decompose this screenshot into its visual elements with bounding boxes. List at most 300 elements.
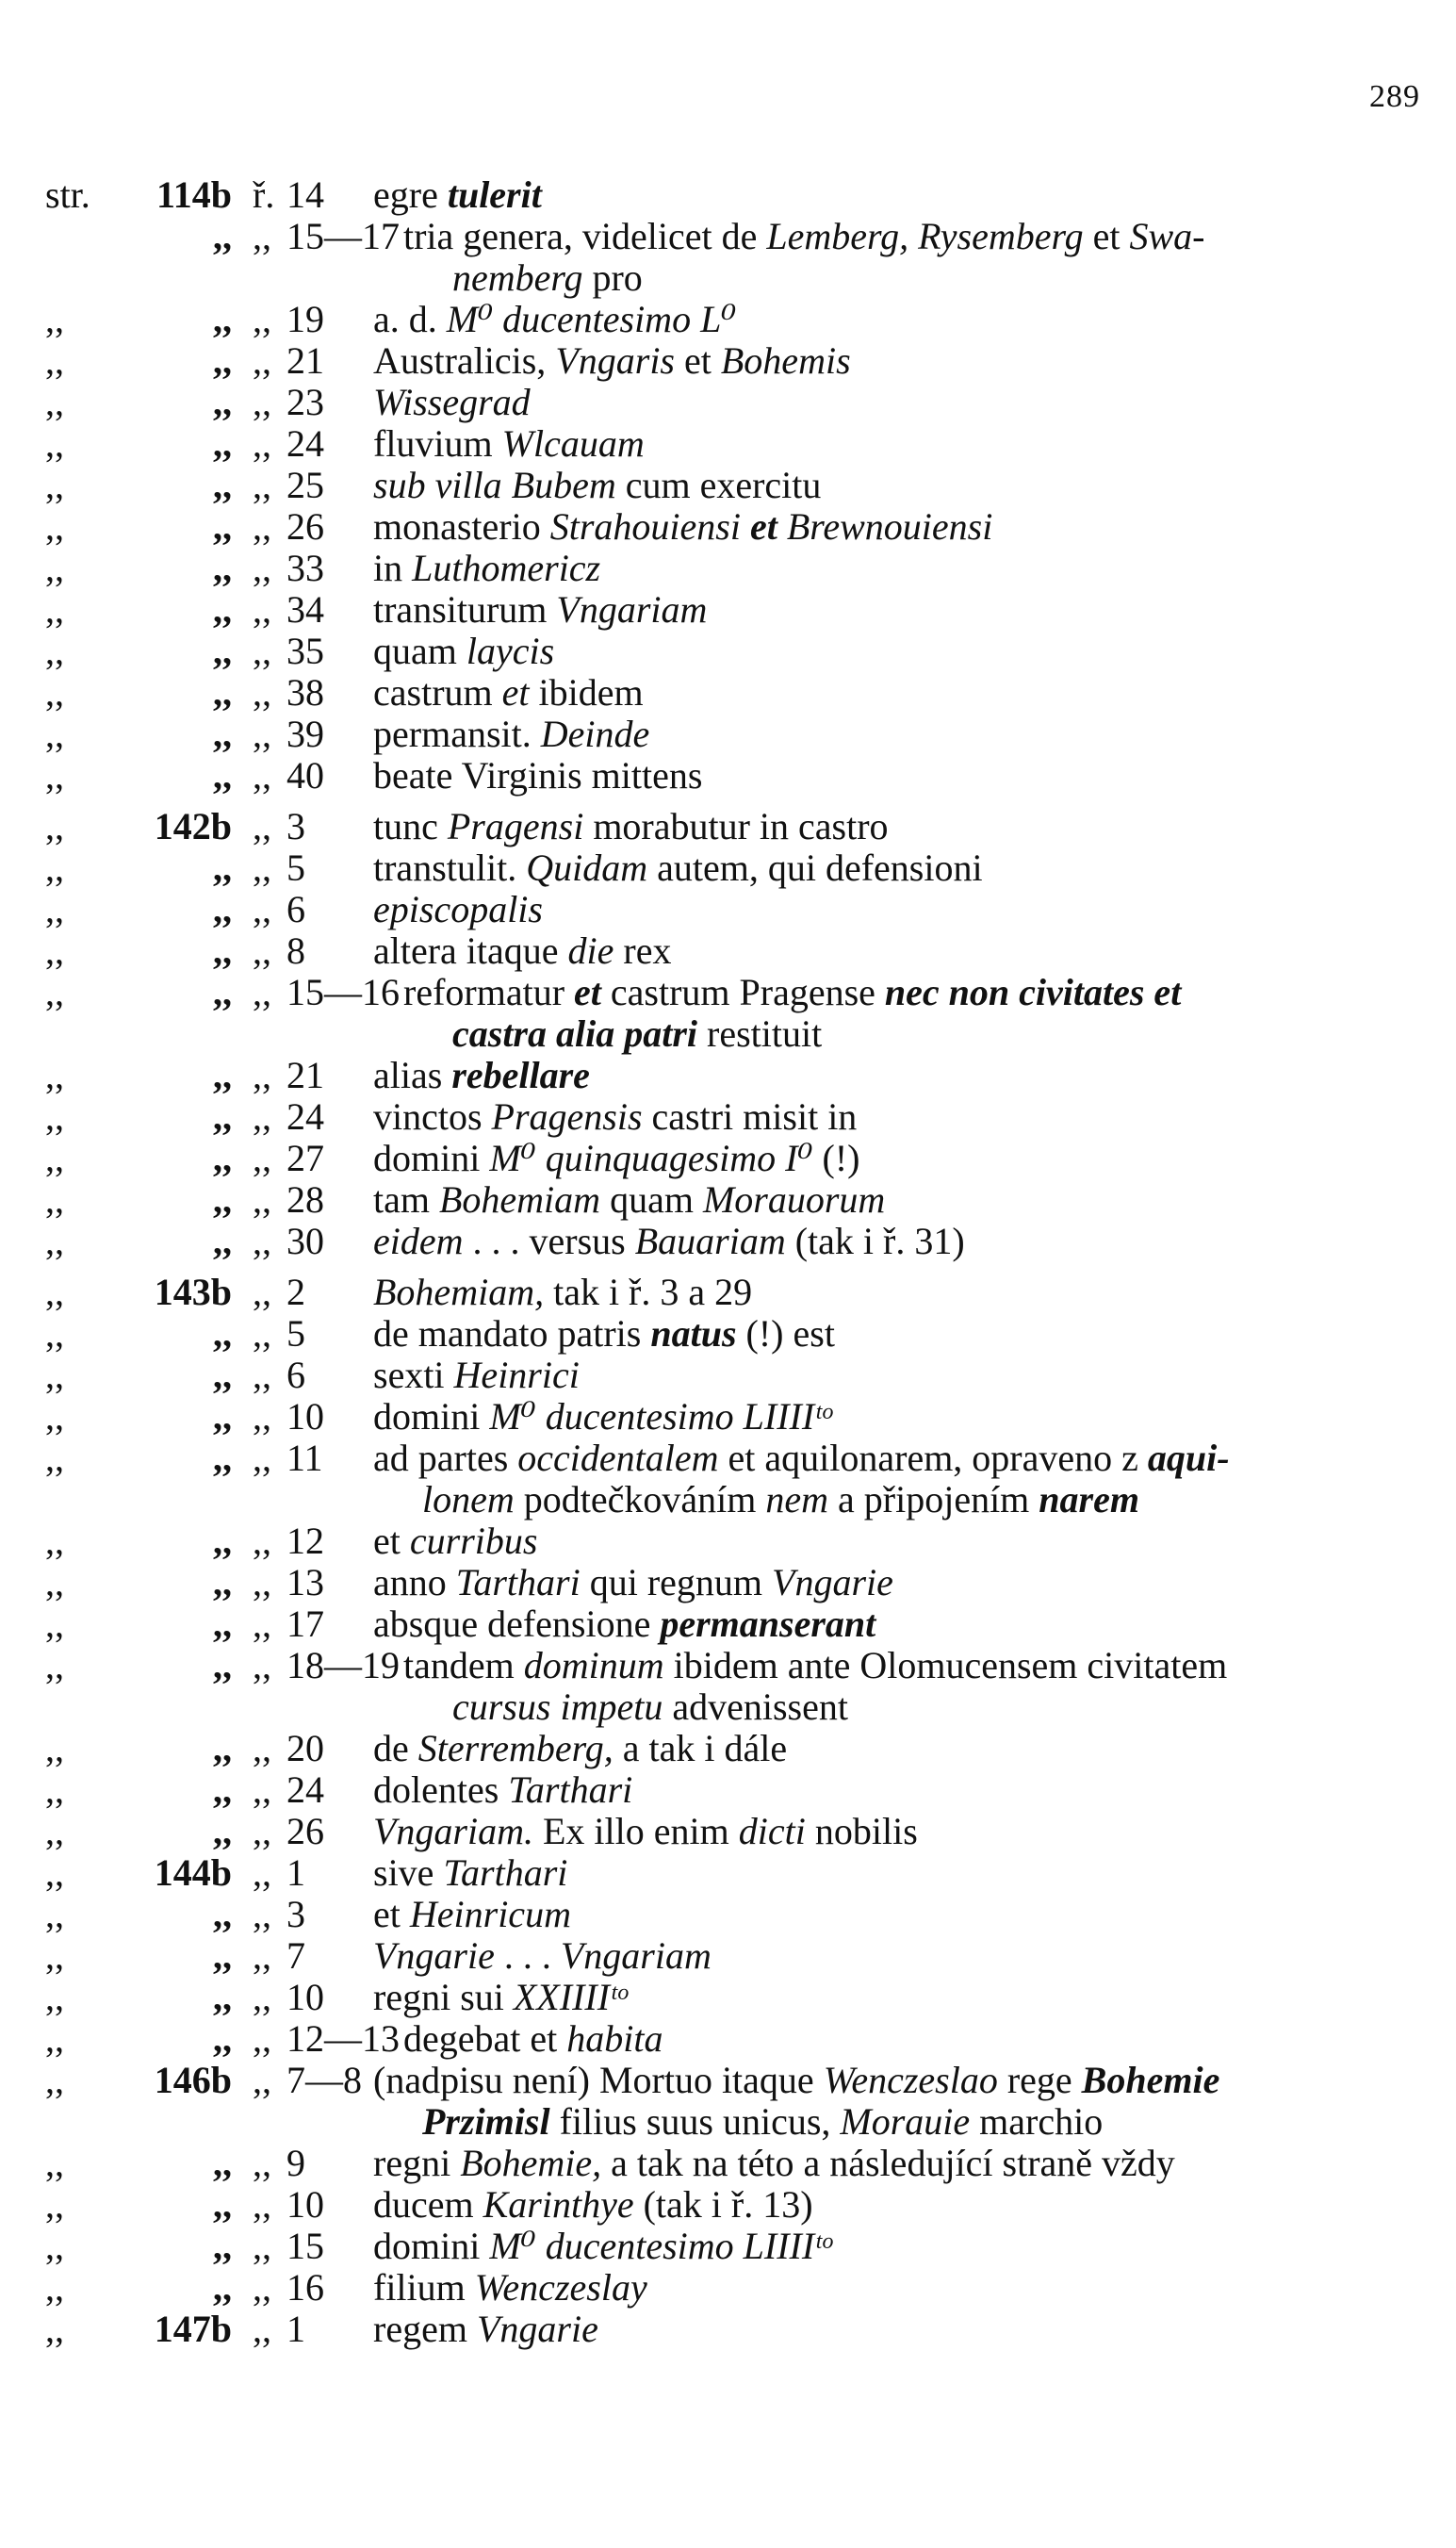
errata-entry [45, 1521, 1421, 1562]
errata-entry [45, 1935, 1421, 1977]
errata-entry [45, 847, 1421, 889]
entry-line-number: 24 [286, 422, 324, 465]
entry-page-ref: ,, [213, 1054, 232, 1096]
errata-entry [45, 216, 1421, 299]
errata-entry [45, 2226, 1421, 2267]
entry-page-ref: 143b [154, 1271, 232, 1313]
entry-row-label: ,, [253, 1271, 271, 1313]
entry-str-label: ,, [45, 754, 64, 797]
errata-entry [45, 1313, 1421, 1355]
text-segment: Strahouiensi [549, 505, 750, 548]
text-segment: rege [997, 2059, 1082, 2101]
text-segment: Australicis, [373, 339, 556, 382]
entry-page-ref: ,, [213, 754, 232, 797]
text-segment: Lemberg, Rysemberg [766, 215, 1084, 257]
entry-str-label: str. [45, 173, 90, 216]
entry-page-ref: ,, [213, 339, 232, 382]
entry-text-continuation [403, 1686, 1421, 1728]
text-segment: habita [566, 2017, 663, 2060]
entry-row-label: ,, [253, 1220, 271, 1262]
entry-line-number: 5 [286, 847, 305, 889]
entry-row-label: ,, [253, 215, 271, 257]
text-segment: domini [373, 2225, 490, 2267]
entry-page-ref: ,, [213, 929, 232, 972]
text-segment: beate Virginis mittens [373, 754, 703, 797]
entry-text [373, 2267, 1421, 2309]
entry-str-label: ,, [45, 422, 64, 465]
text-segment: tunc [373, 805, 448, 847]
entry-text [373, 1179, 1421, 1221]
errata-entry [45, 299, 1421, 340]
text-segment: regni sui [373, 1976, 514, 2018]
entry-row-label: ,, [253, 1395, 271, 1438]
entry-str-label: ,, [45, 805, 64, 847]
entry-page-ref: ,, [213, 2183, 232, 2226]
text-segment: alias [373, 1054, 452, 1096]
entry-line-number: 30 [286, 1220, 324, 1262]
text-segment: Bohemis [720, 339, 851, 382]
errata-entry [45, 1055, 1421, 1096]
entry-str-label: ,, [45, 1220, 64, 1262]
text-segment: (nadpisu není) Mortuo itaque [373, 2059, 824, 2101]
entry-text [373, 631, 1421, 672]
errata-entry [45, 806, 1421, 847]
text-segment: Bohemie [1081, 2059, 1220, 2101]
text-segment: permanserant [660, 1603, 876, 1645]
entry-text [373, 589, 1421, 631]
text-segment: Bauariam [634, 1220, 786, 1262]
entry-line-number: 13 [286, 1561, 324, 1603]
text-segment: castra alia patri [452, 1012, 698, 1055]
entry-str-label: ,, [45, 1137, 64, 1179]
entry-line-number: 15—17 [286, 215, 400, 257]
entry-line-number: 3 [286, 1893, 305, 1935]
entry-row-label: ,, [253, 1603, 271, 1645]
entry-text-continuation [373, 2101, 1421, 2143]
entry-row-label: ,, [253, 464, 271, 506]
entry-text [373, 672, 1421, 714]
entry-row-label: ,, [253, 422, 271, 465]
errata-entry [45, 2267, 1421, 2309]
text-segment: lonem [422, 1478, 515, 1521]
errata-entry [45, 1603, 1421, 1645]
text-segment: fluvium [373, 422, 502, 465]
entry-row-label: ,, [253, 547, 271, 589]
entry-page-ref: ,, [213, 464, 232, 506]
text-segment: . . . versus [463, 1220, 635, 1262]
entry-str-label: ,, [45, 505, 64, 548]
entry-row-label: ,, [253, 1095, 271, 1138]
entry-row-label: ,, [253, 2266, 271, 2309]
text-segment: a. d. [373, 298, 447, 340]
errata-entry [45, 631, 1421, 672]
text-segment: Tarthari [508, 1768, 633, 1811]
text-segment: monasterio [373, 505, 550, 548]
entry-text [373, 1221, 1421, 1262]
errata-entry [45, 2018, 1421, 2060]
entry-text [373, 1894, 1421, 1935]
text-segment: Vngarie [373, 1934, 495, 1977]
text-segment: narem [1039, 1478, 1139, 1521]
entry-text [373, 465, 1421, 506]
text-segment: Bohemie, [460, 2142, 602, 2184]
text-segment: Vngarie [772, 1561, 893, 1603]
entry-row-label: ,, [253, 339, 271, 382]
entry-row-label: ,, [253, 1354, 271, 1396]
entry-text [373, 2060, 1421, 2101]
errata-list [45, 174, 1421, 2350]
entry-line-number: 27 [286, 1137, 324, 1179]
entry-line-number: 3 [286, 805, 305, 847]
text-segment: M⁰ quinquagesimo I⁰ [489, 1137, 813, 1179]
text-segment: ibidem [529, 671, 644, 714]
entry-line-number: 26 [286, 505, 324, 548]
entry-text [403, 216, 1421, 257]
entry-str-label: ,, [45, 1810, 64, 1852]
text-segment: de [373, 1727, 418, 1769]
errata-entry [45, 889, 1421, 930]
text-segment: Morauorum [702, 1178, 886, 1221]
entry-str-label: ,, [45, 464, 64, 506]
entry-line-number: 5 [286, 1312, 305, 1355]
entry-text [373, 548, 1421, 589]
entry-row-label: ,, [253, 1644, 271, 1686]
text-segment: et [373, 1893, 410, 1935]
text-segment: et aquilonarem, opraveno z [718, 1437, 1148, 1479]
entry-line-number: 2 [286, 1271, 305, 1313]
entry-text [373, 423, 1421, 465]
errata-entry [45, 1852, 1421, 1894]
entry-line-number: 28 [286, 1178, 324, 1221]
entry-page-ref: ,, [213, 1976, 232, 2018]
text-segment: Vngariam [556, 588, 708, 631]
entry-line-number: 9 [286, 2142, 305, 2184]
entry-page-ref: ,, [213, 1644, 232, 1686]
text-segment: transtulit. [373, 847, 527, 889]
text-segment: a tak na této a následující straně vždy [601, 2142, 1175, 2184]
text-segment: altera itaque [373, 929, 568, 972]
entry-text [373, 1138, 1421, 1179]
entry-str-label: ,, [45, 381, 64, 423]
text-segment: Tarthari [455, 1561, 581, 1603]
entry-row-label: ,, [253, 1768, 271, 1811]
entry-text [373, 1728, 1421, 1769]
text-segment: Wenczeslao [823, 2059, 998, 2101]
entry-line-number: 33 [286, 547, 324, 589]
errata-entry [45, 382, 1421, 423]
text-segment: marchio [970, 2100, 1104, 2143]
text-segment: castrum [373, 671, 502, 714]
errata-entry [45, 1438, 1421, 1521]
errata-entry [45, 714, 1421, 755]
entry-str-label: ,, [45, 1095, 64, 1138]
entry-str-label: ,, [45, 547, 64, 589]
entry-line-number: 20 [286, 1727, 324, 1769]
text-segment: (tak i ř. 13) [633, 2183, 813, 2226]
entry-page-ref: ,, [213, 847, 232, 889]
entry-text-continuation [403, 257, 1421, 299]
entry-row-label: ,, [253, 1437, 271, 1479]
entry-line-number: 15 [286, 2225, 324, 2267]
text-segment: ibidem ante Olomucensem civitatem [663, 1644, 1228, 1686]
entry-str-label: ,, [45, 1520, 64, 1562]
text-segment: et [574, 971, 601, 1013]
errata-entry [45, 2060, 1421, 2143]
text-segment: restituit [697, 1012, 823, 1055]
entry-page-ref: ,, [213, 1893, 232, 1935]
text-segment: sive [373, 1851, 444, 1894]
text-segment: anno [373, 1561, 456, 1603]
entry-str-label: ,, [45, 1934, 64, 1977]
errata-entry [45, 1728, 1421, 1769]
entry-page-ref: ,, [213, 1520, 232, 1562]
text-segment: dolentes [373, 1768, 509, 1811]
text-segment: de mandato patris [373, 1312, 651, 1355]
text-segment: Quidam [526, 847, 648, 889]
errata-entry [45, 2309, 1421, 2350]
text-segment: die [567, 929, 614, 972]
entry-page-ref: ,, [213, 2225, 232, 2267]
entry-row-label: ,, [253, 588, 271, 631]
entry-str-label: ,, [45, 1768, 64, 1811]
entry-str-label: ,, [45, 2017, 64, 2060]
entry-str-label: ,, [45, 2142, 64, 2184]
text-segment: et [749, 505, 777, 548]
entry-row-label: ,, [253, 805, 271, 847]
errata-entry [45, 2184, 1421, 2226]
text-segment: natus [650, 1312, 737, 1355]
entry-str-label: ,, [45, 1395, 64, 1438]
entry-text [373, 806, 1421, 847]
entry-str-label: ,, [45, 1976, 64, 2018]
text-segment: M⁰ ducentesimo LIIIIᵗᵒ [489, 2225, 832, 2267]
entry-text [373, 1438, 1421, 1479]
text-segment: reformatur [403, 971, 575, 1013]
text-segment: et [373, 1520, 410, 1562]
text-segment: Przimisl [422, 2100, 550, 2143]
text-segment: Vngaris [555, 339, 675, 382]
entry-line-number: 40 [286, 754, 324, 797]
entry-page-ref: ,, [213, 2266, 232, 2309]
text-segment: domini [373, 1395, 490, 1438]
entry-line-number: 11 [286, 1437, 323, 1479]
entry-str-label: ,, [45, 339, 64, 382]
entry-text [403, 2018, 1421, 2060]
entry-page-ref: ,, [213, 1561, 232, 1603]
entry-row-label: ,, [253, 2183, 271, 2226]
text-segment: XXIIIIᵗᵒ [513, 1976, 628, 2018]
entry-page-ref: 114b [155, 173, 232, 216]
text-segment: morabutur in castro [583, 805, 889, 847]
entry-row-label: ,, [253, 1727, 271, 1769]
entry-line-number: 16 [286, 2266, 324, 2309]
errata-entry [45, 174, 1421, 216]
entry-line-number: 6 [286, 1354, 305, 1396]
entry-str-label: ,, [45, 929, 64, 972]
text-segment: Vngariam [560, 1934, 712, 1977]
text-segment: Luthomericz [412, 547, 601, 589]
text-segment: Pragensis [491, 1095, 643, 1138]
text-segment: qui regnum [580, 1561, 773, 1603]
entry-text [373, 714, 1421, 755]
text-segment: autem, qui defensioni [647, 847, 983, 889]
entry-text [403, 1645, 1421, 1686]
text-segment: occidentalem [517, 1437, 719, 1479]
errata-entry [45, 1096, 1421, 1138]
entry-text [373, 1769, 1421, 1811]
entry-str-label: ,, [45, 1561, 64, 1603]
entry-text [373, 755, 1421, 797]
errata-entry [45, 1355, 1421, 1396]
entry-str-label: ,, [45, 1178, 64, 1221]
text-segment: Vngarie [476, 2308, 598, 2350]
entry-str-label: ,, [45, 1437, 64, 1479]
entry-row-label: ,, [253, 671, 271, 714]
text-segment: Heinrici [453, 1354, 580, 1396]
entry-row-label: ,, [253, 1934, 271, 1977]
entry-line-number: 10 [286, 1976, 324, 2018]
entry-text [373, 1055, 1421, 1096]
text-segment: filium [373, 2266, 475, 2309]
entry-str-label: ,, [45, 1851, 64, 1894]
text-segment: et [1083, 215, 1130, 257]
entry-line-number: 24 [286, 1768, 324, 1811]
entry-page-ref: ,, [213, 505, 232, 548]
errata-entry [45, 506, 1421, 548]
errata-entry [45, 340, 1421, 382]
entry-page-ref: ,, [213, 671, 232, 714]
text-segment: sub villa Bubem [373, 464, 616, 506]
entry-page-ref: 147b [154, 2308, 232, 2350]
entry-str-label: ,, [45, 971, 64, 1013]
entry-str-label: ,, [45, 1054, 64, 1096]
entry-str-label: ,, [45, 671, 64, 714]
text-segment: rex [613, 929, 672, 972]
entry-str-label: ,, [45, 1727, 64, 1769]
text-segment: eidem [373, 1220, 464, 1262]
entry-row-label: ř. [253, 173, 275, 216]
entry-line-number: 35 [286, 630, 324, 672]
entry-line-number: 1 [286, 1851, 305, 1894]
text-segment: regni [373, 2142, 461, 2184]
text-segment: Swa- [1129, 215, 1205, 257]
entry-page-ref: ,, [213, 1395, 232, 1438]
text-segment: degebat et [403, 2017, 567, 2060]
text-segment: Bohemiam [438, 1178, 601, 1221]
entry-text [373, 2226, 1421, 2267]
errata-entry [45, 755, 1421, 797]
text-segment: a tak i dále [613, 1727, 788, 1769]
entry-str-label: ,, [45, 888, 64, 930]
entry-text [373, 2184, 1421, 2226]
entry-row-label: ,, [253, 929, 271, 972]
entry-line-number: 12 [286, 1520, 324, 1562]
entry-str-label: ,, [45, 847, 64, 889]
entry-str-label: ,, [45, 1271, 64, 1313]
entry-line-number: 12—13 [286, 2017, 400, 2060]
entry-row-label: ,, [253, 1312, 271, 1355]
entry-line-number: 26 [286, 1810, 324, 1852]
text-segment: et [501, 671, 530, 714]
entry-text [373, 930, 1421, 972]
text-segment: Sterremberg, [417, 1727, 613, 1769]
text-segment: transiturum [373, 588, 557, 631]
text-segment: Wissegrad [373, 381, 531, 423]
entry-text [373, 1521, 1421, 1562]
entry-text-continuation [373, 1479, 1421, 1521]
entry-page-ref: ,, [213, 1220, 232, 1262]
entry-row-label: ,, [253, 1137, 271, 1179]
entry-line-number: 6 [286, 888, 305, 930]
entry-page-ref: ,, [213, 1603, 232, 1645]
errata-entry [45, 465, 1421, 506]
entry-line-number: 14 [286, 173, 324, 216]
entry-page-ref: ,, [213, 2142, 232, 2184]
entry-str-label: ,, [45, 298, 64, 340]
text-segment: tandem [403, 1644, 524, 1686]
entry-page-ref: ,, [213, 1095, 232, 1138]
errata-entry [45, 1562, 1421, 1603]
entry-page-ref: ,, [213, 422, 232, 465]
text-segment: dominum [523, 1644, 664, 1686]
entry-str-label: ,, [45, 2225, 64, 2267]
entry-page-ref: ,, [213, 1312, 232, 1355]
errata-entry [45, 2143, 1421, 2184]
entry-row-label: ,, [253, 298, 271, 340]
page-number: 289 [1369, 79, 1420, 114]
entry-line-number: 7 [286, 1934, 305, 1977]
text-segment: vinctos [373, 1095, 492, 1138]
entry-row-label: ,, [253, 2142, 271, 2184]
errata-entry [45, 672, 1421, 714]
errata-entry [45, 930, 1421, 972]
entry-row-label: ,, [253, 1054, 271, 1096]
entry-row-label: ,, [253, 1976, 271, 2018]
entry-page-ref: ,, [213, 713, 232, 755]
text-segment: (!) [812, 1137, 860, 1179]
entry-line-number: 10 [286, 1395, 324, 1438]
entry-str-label: ,, [45, 1354, 64, 1396]
entry-text [373, 506, 1421, 548]
entry-text [373, 340, 1421, 382]
entry-text [373, 1313, 1421, 1355]
entry-line-number: 24 [286, 1095, 324, 1138]
text-segment: episcopalis [373, 888, 543, 930]
entry-text [373, 1562, 1421, 1603]
text-segment: Karinthye [483, 2183, 634, 2226]
text-segment: podtečkováním [514, 1478, 766, 1521]
entry-row-label: ,, [253, 2308, 271, 2350]
entry-page-ref: ,, [213, 1810, 232, 1852]
errata-entry [45, 589, 1421, 631]
entry-page-ref: ,, [213, 1178, 232, 1221]
entry-row-label: ,, [253, 2225, 271, 2267]
errata-entry [45, 1811, 1421, 1852]
entry-page-ref: ,, [213, 1437, 232, 1479]
entry-line-number: 17 [286, 1603, 324, 1645]
text-segment: M⁰ ducentesimo L⁰ [446, 298, 737, 340]
entry-row-label: ,, [253, 2017, 271, 2060]
errata-entry [45, 423, 1421, 465]
entry-text [373, 174, 1421, 216]
entry-page-ref: ,, [213, 971, 232, 1013]
entry-text-continuation [403, 1013, 1421, 1055]
text-segment: castrum Pragense [600, 971, 885, 1013]
text-segment: a připojením [828, 1478, 1039, 1521]
entry-text [373, 299, 1421, 340]
errata-entry [45, 1272, 1421, 1313]
entry-str-label: ,, [45, 588, 64, 631]
